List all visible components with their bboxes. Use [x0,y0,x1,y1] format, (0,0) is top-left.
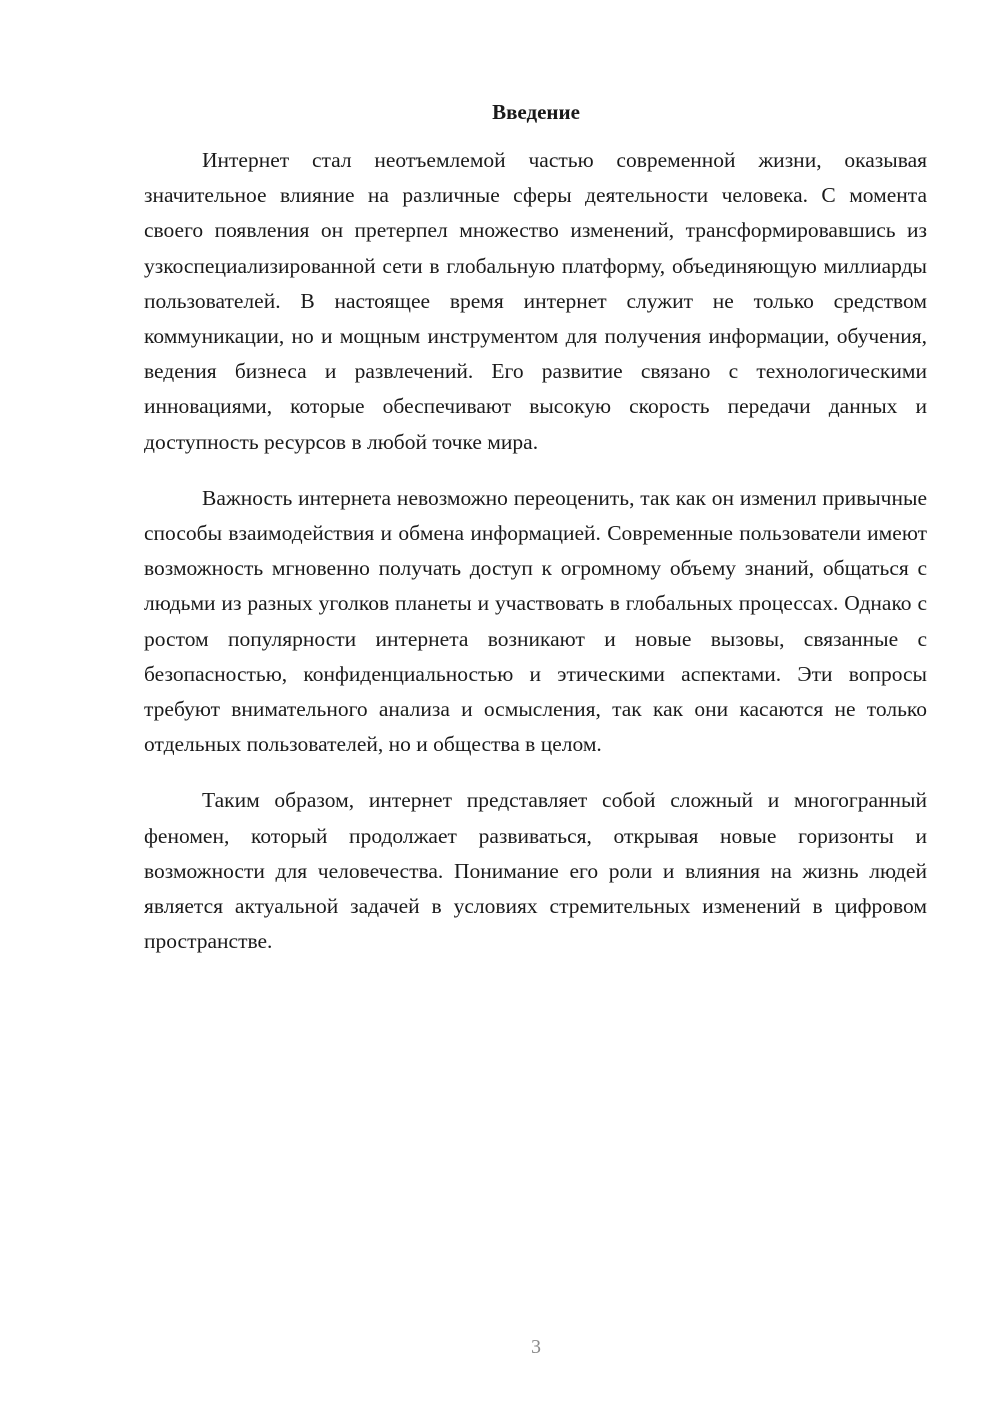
section-heading: Введение [492,100,580,124]
page-number: 3 [531,1336,541,1358]
paragraph-1: Интернет стал неотъемлемой частью современной жизни, оказывая значительное влияние на различные сферы деятельности человека. С момента своего появления он претерпел множество изменений, трансформировавшись из узкоспециализированной сети в глобальную платформу, объединяющую миллиарды пользователей. В настоящее время интернет служит не только средством коммуникации, но и мощным инструментом для получения информации, обучения, ведения бизнеса и развлечений. Его развитие связано с технологическими инновациями, которые обеспечивают высокую скорость передачи данных и доступность ресурсов в любой точке мира. [144,148,927,454]
document-body [144,143,927,959]
paragraph-3: Таким образом, интернет представляет собой сложный и многогранный феномен, который продолжает развиваться, открывая новые горизонты и возможности для человечества. Понимание его роли и влияния на жизнь людей является актуальной задачей в условиях стремительных изменений в цифровом пространстве. [144,788,927,954]
paragraph-2: Важность интернета невозможно переоценить, так как он изменил привычные способы взаимодействия и обмена информацией. Современные пользователи имеют возможность мгновенно получать доступ к огромному объему знаний, общаться с людьми из разных уголков планеты и участвовать в глобальных процессах. Однако с ростом популярности интернета возникают и новые вызовы, связанные с безопасностью, конфиденциальностью и этическими аспектами. Эти вопросы требуют внимательного анализа и осмысления, так как они касаются не только отдельных пользователей, но и общества в целом. [144,485,927,757]
